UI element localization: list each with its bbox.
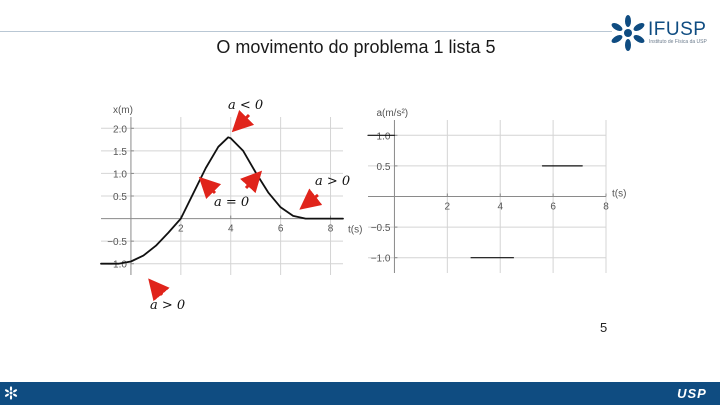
footer-bar (0, 382, 720, 405)
x-axis-label: t(s) (348, 224, 363, 236)
x-axis-label: t(s) (612, 188, 627, 200)
y-axis-label: x(m) (112, 105, 133, 116)
x-tick-label: 8 (327, 223, 334, 235)
annotation-a-positive-right: a > 0 (315, 174, 351, 189)
y-tick-label: 0.5 (376, 161, 391, 173)
acceleration-chart (360, 98, 635, 283)
x-tick-label: 2 (444, 201, 451, 213)
x-tick-label: 6 (277, 223, 284, 235)
x-tick-label: 8 (603, 201, 609, 213)
y-tick-label: −0.5 (370, 223, 391, 235)
y-tick-label: −0.5 (107, 237, 127, 249)
x-tick-label: 6 (550, 201, 556, 213)
usp-footer-logo-text: USP (677, 386, 707, 401)
annotation-a-negative: a < 0 (228, 98, 264, 113)
y-tick-label: 1.5 (113, 146, 127, 158)
y-tick-label: 0.5 (113, 192, 127, 203)
ifusp-logo-text: IFUSP (648, 19, 707, 40)
usp-flower-icon (4, 386, 18, 400)
ifusp-flower-icon (610, 14, 646, 52)
annotation-a-zero: a = 0 (214, 195, 250, 210)
x-tick-label: 2 (178, 223, 184, 235)
ifusp-logo (610, 12, 720, 52)
y-tick-label: 1.0 (376, 131, 391, 143)
x-tick-label: 4 (227, 223, 234, 235)
x-tick-label: 4 (497, 201, 504, 213)
ifusp-logo-subtitle: Instituto de Física da USP (649, 39, 707, 45)
y-tick-label: 1.0 (113, 169, 127, 181)
y-tick-label: 2.0 (113, 124, 127, 136)
annotation-a-positive-bottom: a > 0 (150, 298, 186, 313)
usp-footer-logo (672, 386, 712, 401)
y-tick-label: −1.0 (107, 259, 127, 271)
acceleration-chart-svg (360, 98, 635, 283)
y-tick-label: −1.0 (370, 253, 391, 265)
page-number: 5 (600, 320, 608, 335)
slide-title: O movimento do problema 1 lista 5 (216, 37, 496, 57)
top-rule (0, 31, 612, 32)
y-axis-label: a(m/s²) (376, 108, 409, 119)
